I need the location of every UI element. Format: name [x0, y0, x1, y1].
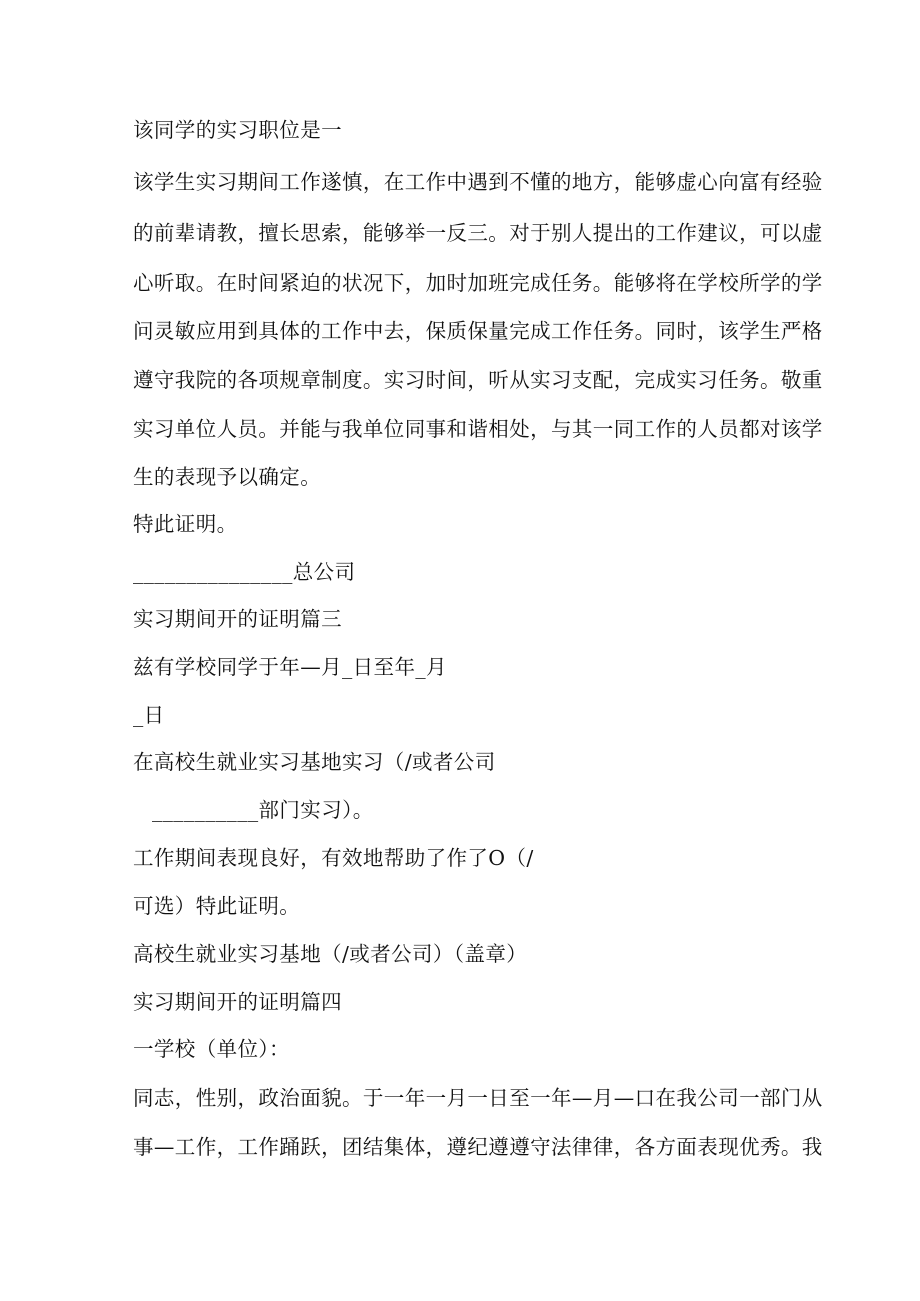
text-line: 在高校生就业实习基地实习（/或者公司 — [133, 750, 496, 774]
text-line: _日 — [133, 703, 165, 727]
section-heading: 实习期间开的证明篇三 — [133, 607, 342, 631]
text-line: 心听取。在时间紧迫的状况下，加时加班完成任务。能够将在学校所学的学 — [133, 271, 823, 295]
text-line: 同志，性别，政治面貌。于一年一月一日至一年—月—口在我公司一部门从 — [133, 1086, 823, 1110]
text-line: 该同学的实习职位是一 — [133, 118, 342, 142]
text-line: 问灵敏应用到具体的工作中去，保质保量完成工作任务。同时，该学生严格 — [133, 319, 823, 343]
signature-line: _______________总公司 — [133, 560, 356, 584]
text-line: 的前辈请教，擅长思索，能够举一反三。对于别人提出的工作建议，可以虚 — [133, 221, 823, 245]
text-line: 工作期间表现良好，有效地帮助了作了O（/ — [133, 846, 534, 870]
text-line: 遵守我院的各项规章制度。实习时间，听从实习支配，完成实习任务。敬重 — [133, 368, 823, 392]
text-line: 该学生实习期间工作遂慎，在工作中遇到不懂的地方，能够虚心向富有经验 — [133, 170, 823, 194]
stamp-line: 高校生就业实习基地（/或者公司）（盖章） — [133, 942, 528, 966]
text-line: 一学校（单位）： — [133, 1037, 290, 1061]
text-line: 生的表现予以确定。 — [133, 465, 322, 489]
text-line: 特此证明。 — [133, 512, 238, 536]
text-line: __________部门实习）。 — [152, 798, 374, 822]
section-heading: 实习期间开的证明篇四 — [133, 990, 342, 1014]
text-line: 可选）特此证明。 — [133, 894, 301, 918]
text-line: 事—工作，工作踊跃，团结集体，遵纪遵遵守法律律，各方面表现优秀。我 — [133, 1135, 823, 1159]
text-line: 实习单位人员。并能与我单位同事和谐相处，与其一同工作的人员都对该学 — [133, 417, 823, 441]
text-line: 兹有学校同学于年—月_日至年_月 — [133, 655, 447, 679]
